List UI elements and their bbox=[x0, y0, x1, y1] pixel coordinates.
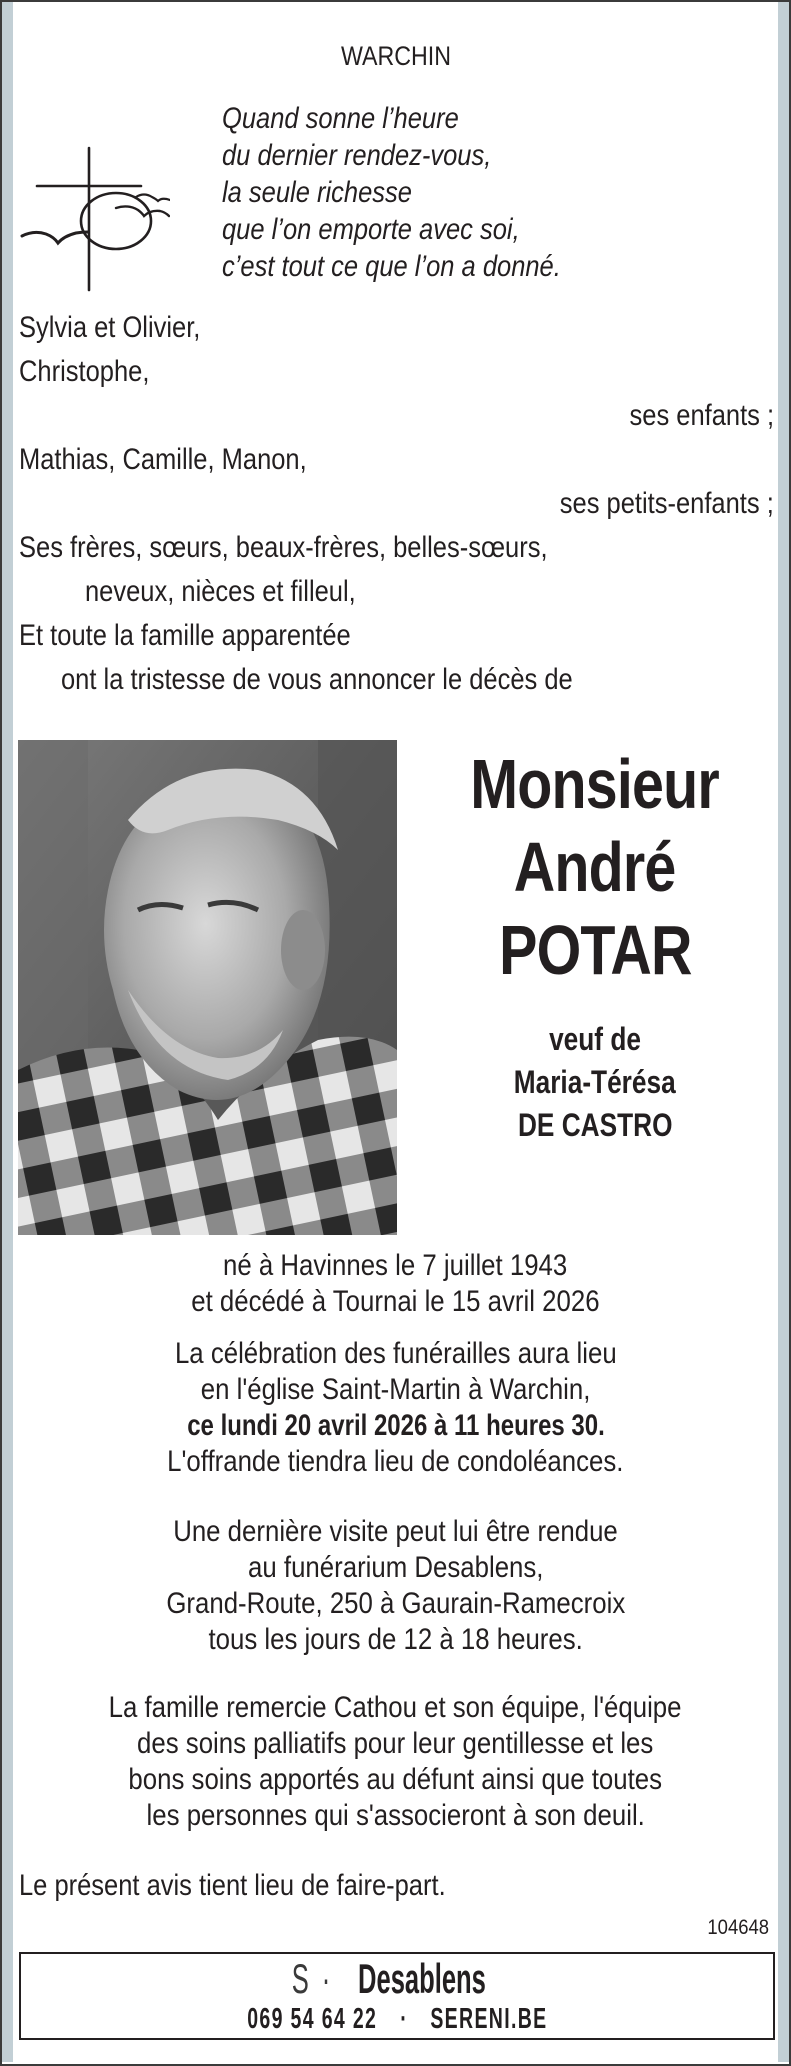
family-role: ses enfants ; bbox=[629, 399, 774, 432]
deceased-photo bbox=[18, 740, 397, 1235]
poem-line: Quand sonne l’heure bbox=[222, 102, 459, 135]
family-line: Ses frères, sœurs, beaux-frères, belles-sœurs, bbox=[19, 531, 548, 564]
frame-stripe-left bbox=[2, 2, 13, 2062]
announcement-line: ont la tristesse de vous annoncer le décès de bbox=[61, 663, 573, 696]
thanks-line: les personnes qui s'associeront à son deuil. bbox=[146, 1799, 645, 1832]
logo-mark: S bbox=[291, 1955, 310, 2002]
closing-note: Le présent avis tient lieu de faire-part. bbox=[19, 1869, 446, 1902]
family-line: Et toute la famille apparentée bbox=[19, 619, 351, 652]
poem-line: que l’on emporte avec soi, bbox=[222, 213, 520, 246]
thanks-line: des soins palliatifs pour leur gentillesse et les bbox=[137, 1727, 654, 1760]
family-role: ses petits-enfants ; bbox=[559, 487, 774, 520]
visit-line: au funérarium Desablens, bbox=[247, 1551, 544, 1584]
thanks-line: bons soins apportés au défunt ainsi que toutes bbox=[128, 1763, 663, 1796]
family-line: Christophe, bbox=[19, 355, 150, 388]
poem-line: la seule richesse bbox=[222, 176, 412, 209]
birth-death-dates bbox=[13, 1248, 778, 1320]
deceased-name-block bbox=[410, 743, 780, 1147]
thanks-message bbox=[13, 1690, 778, 1834]
widow-of-label: veuf de bbox=[549, 1021, 641, 1057]
funeral-line: L'offrande tiendra lieu de condoléances. bbox=[167, 1445, 624, 1478]
reference-number: 104648 bbox=[707, 1916, 769, 1939]
visit-line: Une dernière visite peut lui être rendue bbox=[173, 1515, 618, 1548]
family-line: neveux, nièces et filleul, bbox=[85, 575, 356, 608]
funeral-line: en l'église Saint-Martin à Warchin, bbox=[200, 1373, 591, 1406]
funeral-home-contact bbox=[21, 2002, 773, 2036]
spouse-first-name: Maria-Térésa bbox=[514, 1064, 676, 1100]
funeral-home-logo bbox=[21, 1956, 773, 2002]
family-line: Sylvia et Olivier, bbox=[19, 311, 201, 344]
funeral-datetime: ce lundi 20 avril 2026 à 11 heures 30. bbox=[186, 1409, 605, 1442]
visit-line: tous les jours de 12 à 18 heures. bbox=[208, 1623, 583, 1656]
deceased-first-name: André bbox=[514, 828, 676, 906]
contact-separator: · bbox=[400, 2003, 409, 2035]
logo-separator: · bbox=[321, 1955, 331, 2002]
family-list bbox=[19, 306, 774, 702]
thanks-line: La famille remercie Cathou et son équipe, l'équipe bbox=[109, 1691, 682, 1724]
poem-line: du dernier rendez-vous, bbox=[222, 139, 492, 172]
deceased-last-name: POTAR bbox=[498, 911, 692, 989]
town-heading: WARCHIN bbox=[340, 41, 451, 71]
funeral-home-name: Desablens bbox=[358, 1955, 487, 2002]
website-link[interactable]: SERENI.BE bbox=[430, 2003, 548, 2035]
visit-info bbox=[13, 1514, 778, 1658]
cross-sun-birds-icon bbox=[20, 144, 170, 294]
spouse-last-name: DE CASTRO bbox=[517, 1107, 673, 1143]
family-line: Mathias, Camille, Manon, bbox=[19, 443, 307, 476]
death-line: et décédé à Tournai le 15 avril 2026 bbox=[191, 1285, 600, 1318]
funeral-info bbox=[13, 1336, 778, 1480]
poem bbox=[222, 100, 621, 285]
funeral-home-box bbox=[19, 1952, 775, 2040]
visit-line: Grand-Route, 250 à Gaurain-Ramecroix bbox=[166, 1587, 625, 1620]
poem-line: c’est tout ce que l’on a donné. bbox=[222, 250, 561, 283]
deceased-title: Monsieur bbox=[470, 745, 720, 823]
funeral-line: La célébration des funérailles aura lieu bbox=[174, 1337, 617, 1370]
birth-line: né à Havinnes le 7 juillet 1943 bbox=[223, 1249, 568, 1282]
phone-number: 069 54 64 22 bbox=[247, 2003, 378, 2035]
